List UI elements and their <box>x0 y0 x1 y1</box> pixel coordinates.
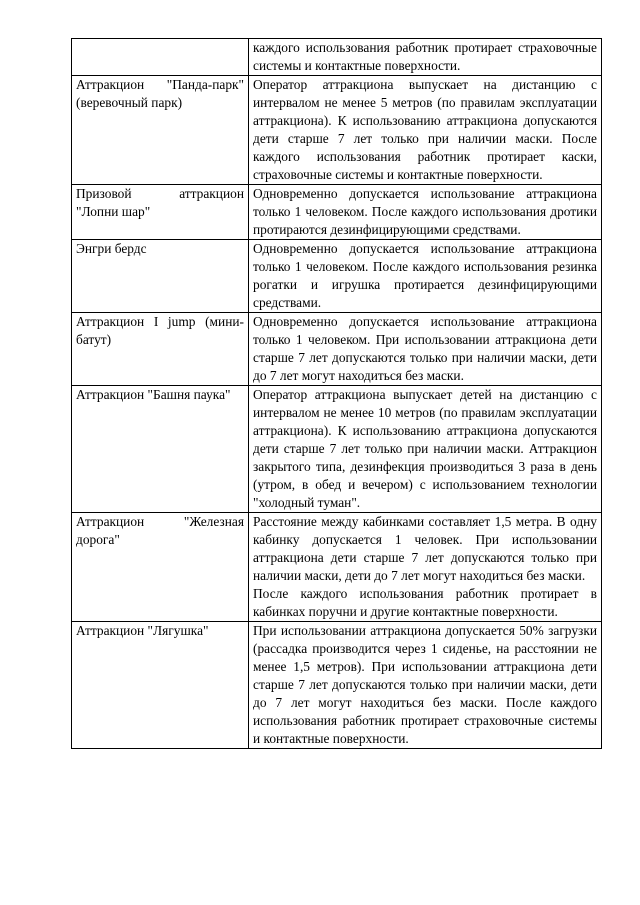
rules-text: При использовании аттракциона допускается 50% загрузки (рассадка производится через 1 сиденье, на расстоянии не менее 1,5 метров). При использовании аттракциона дети старше 7 лет допускаются только при наличии маски, дети до 7 лет могут находиться без маски. После каждого использования работник протирает страховочные системы и контактные поверхности. <box>253 623 597 746</box>
attraction-name-cell: Призовой аттракцион "Лопни шар" <box>72 185 249 240</box>
document-page <box>71 38 600 749</box>
attraction-rules-cell <box>249 513 602 622</box>
rules-text-continued: После каждого использования работник протирает в кабинках поручни и другие контактные поверхности. <box>253 586 597 619</box>
table-row <box>72 39 602 76</box>
attraction-name-cell: Аттракцион I jump (мини-батут) <box>72 313 249 386</box>
attraction-name-cell: Аттракцион "Башня паука" <box>72 386 249 513</box>
attraction-rules-cell <box>249 313 602 386</box>
attraction-rules-cell <box>249 185 602 240</box>
table-row <box>72 386 602 513</box>
attraction-rules-cell <box>249 76 602 185</box>
attraction-name-cell: Аттракцион "Лягушка" <box>72 622 249 749</box>
attractions-table <box>71 38 602 749</box>
attraction-rules-cell <box>249 386 602 513</box>
attraction-name-cell: Энгри бердс <box>72 240 249 313</box>
table-row <box>72 622 602 749</box>
rules-text: Одновременно допускается использование аттракциона только 1 человеком. После каждого использования дротики протираются дезинфицирующими средствами. <box>253 186 597 237</box>
attraction-rules-cell <box>249 622 602 749</box>
rules-text: Оператор аттракциона выпускает детей на дистанцию с интервалом не менее 10 метров (по правилам эксплуатации аттракциона). К использованию аттракциона допускаются дети старше 7 лет только при наличии маски. Аттракцион закрытого типа, дезинфекция производиться 3 раза в день (утром, в обед и вечером) с использованием технологии "холодный туман". <box>253 387 597 510</box>
attraction-rules-cell <box>249 240 602 313</box>
table-row <box>72 185 602 240</box>
rules-text: Оператор аттракциона выпускает на дистанцию с интервалом не менее 5 метров (по правилам эксплуатации аттракциона). К использованию аттракциона допускаются дети старше 7 лет только при наличии маски. После каждого использования работник протирает каски, страховочные системы и контактные поверхности. <box>253 77 597 182</box>
rules-text: Одновременно допускается использование аттракциона только 1 человеком. После каждого использования резинка рогатки и игрушка протирается дезинфицирующими средствами. <box>253 241 597 310</box>
table-row <box>72 513 602 622</box>
attraction-name-cell: Аттракцион "Железная дорога" <box>72 513 249 622</box>
attraction-name-cell <box>72 39 249 76</box>
rules-text: Расстояние между кабинками составляет 1,5 метра. В одну кабинку допускается 1 человек. При использовании аттракциона дети старше 7 лет допускаются только при наличии маски, дети до 7 лет могут находиться без маски. <box>253 514 597 583</box>
rules-text: каждого использования работник протирает страховочные системы и контактные поверхности. <box>253 40 597 73</box>
attraction-name-cell: Аттракцион "Панда-парк" (веревочный парк) <box>72 76 249 185</box>
rules-text: Одновременно допускается использование аттракциона только 1 человеком. При использовании аттракциона дети старше 7 лет допускаются только при наличии маски, дети до 7 лет могут находиться без маски. <box>253 314 597 383</box>
table-row <box>72 313 602 386</box>
table-row <box>72 76 602 185</box>
table-row <box>72 240 602 313</box>
attraction-rules-cell <box>249 39 602 76</box>
